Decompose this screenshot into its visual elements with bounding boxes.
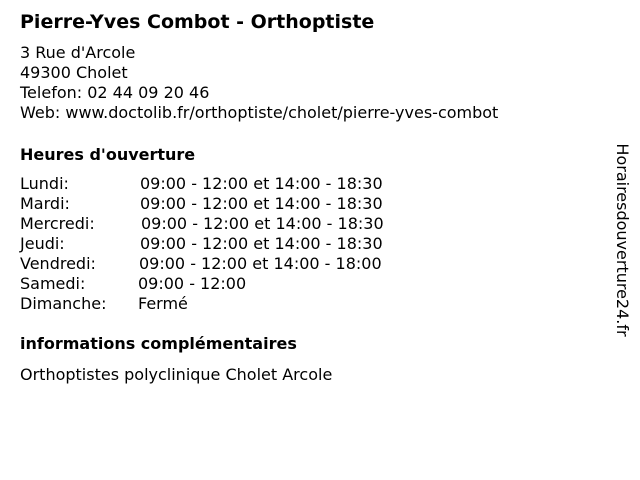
phone-number: Telefon: 02 44 09 20 46	[20, 83, 210, 102]
info-heading: informations complémentaires	[20, 334, 297, 353]
address-block	[20, 43, 498, 123]
hours-heading: Heures d'ouverture	[20, 145, 196, 164]
time-value: 09:00 - 12:00 et 14:00 - 18:30	[140, 194, 383, 213]
hours-row-saturday	[20, 274, 580, 294]
time-value: 09:00 - 12:00 et 14:00 - 18:30	[140, 234, 383, 253]
time-value: 09:00 - 12:00 et 14:00 - 18:30	[140, 174, 383, 193]
page-title: Pierre-Yves Combot - Orthoptiste	[20, 11, 375, 33]
day-label: Mercredi:	[20, 214, 95, 233]
hours-row-thursday	[20, 234, 580, 254]
info-text: Orthoptistes polyclinique Cholet Arcole	[20, 365, 333, 384]
website: Web: www.doctolib.fr/orthoptiste/cholet/pierre-yves-combot	[20, 103, 499, 122]
time-value: 09:00 - 12:00	[138, 274, 247, 293]
city-address: 49300 Cholet	[20, 63, 128, 82]
day-label: Samedi:	[20, 274, 86, 293]
hours-row-sunday	[20, 294, 580, 314]
hours-row-tuesday	[20, 194, 580, 214]
brand-watermark: Horairesdouverture24.fr	[613, 143, 632, 337]
day-label: Jeudi:	[20, 234, 65, 253]
day-label: Mardi:	[20, 194, 70, 213]
day-label: Lundi:	[20, 174, 69, 193]
hours-row-friday	[20, 254, 580, 274]
time-value: Fermé	[138, 294, 188, 313]
hours-row-monday	[20, 174, 580, 194]
hours-row-wednesday	[20, 214, 580, 234]
time-value: 09:00 - 12:00 et 14:00 - 18:00	[139, 254, 382, 273]
time-value: 09:00 - 12:00 et 14:00 - 18:30	[141, 214, 384, 233]
street-address: 3 Rue d'Arcole	[20, 43, 136, 62]
day-label: Dimanche:	[20, 294, 107, 313]
hours-table	[20, 174, 580, 314]
day-label: Vendredi:	[20, 254, 96, 273]
